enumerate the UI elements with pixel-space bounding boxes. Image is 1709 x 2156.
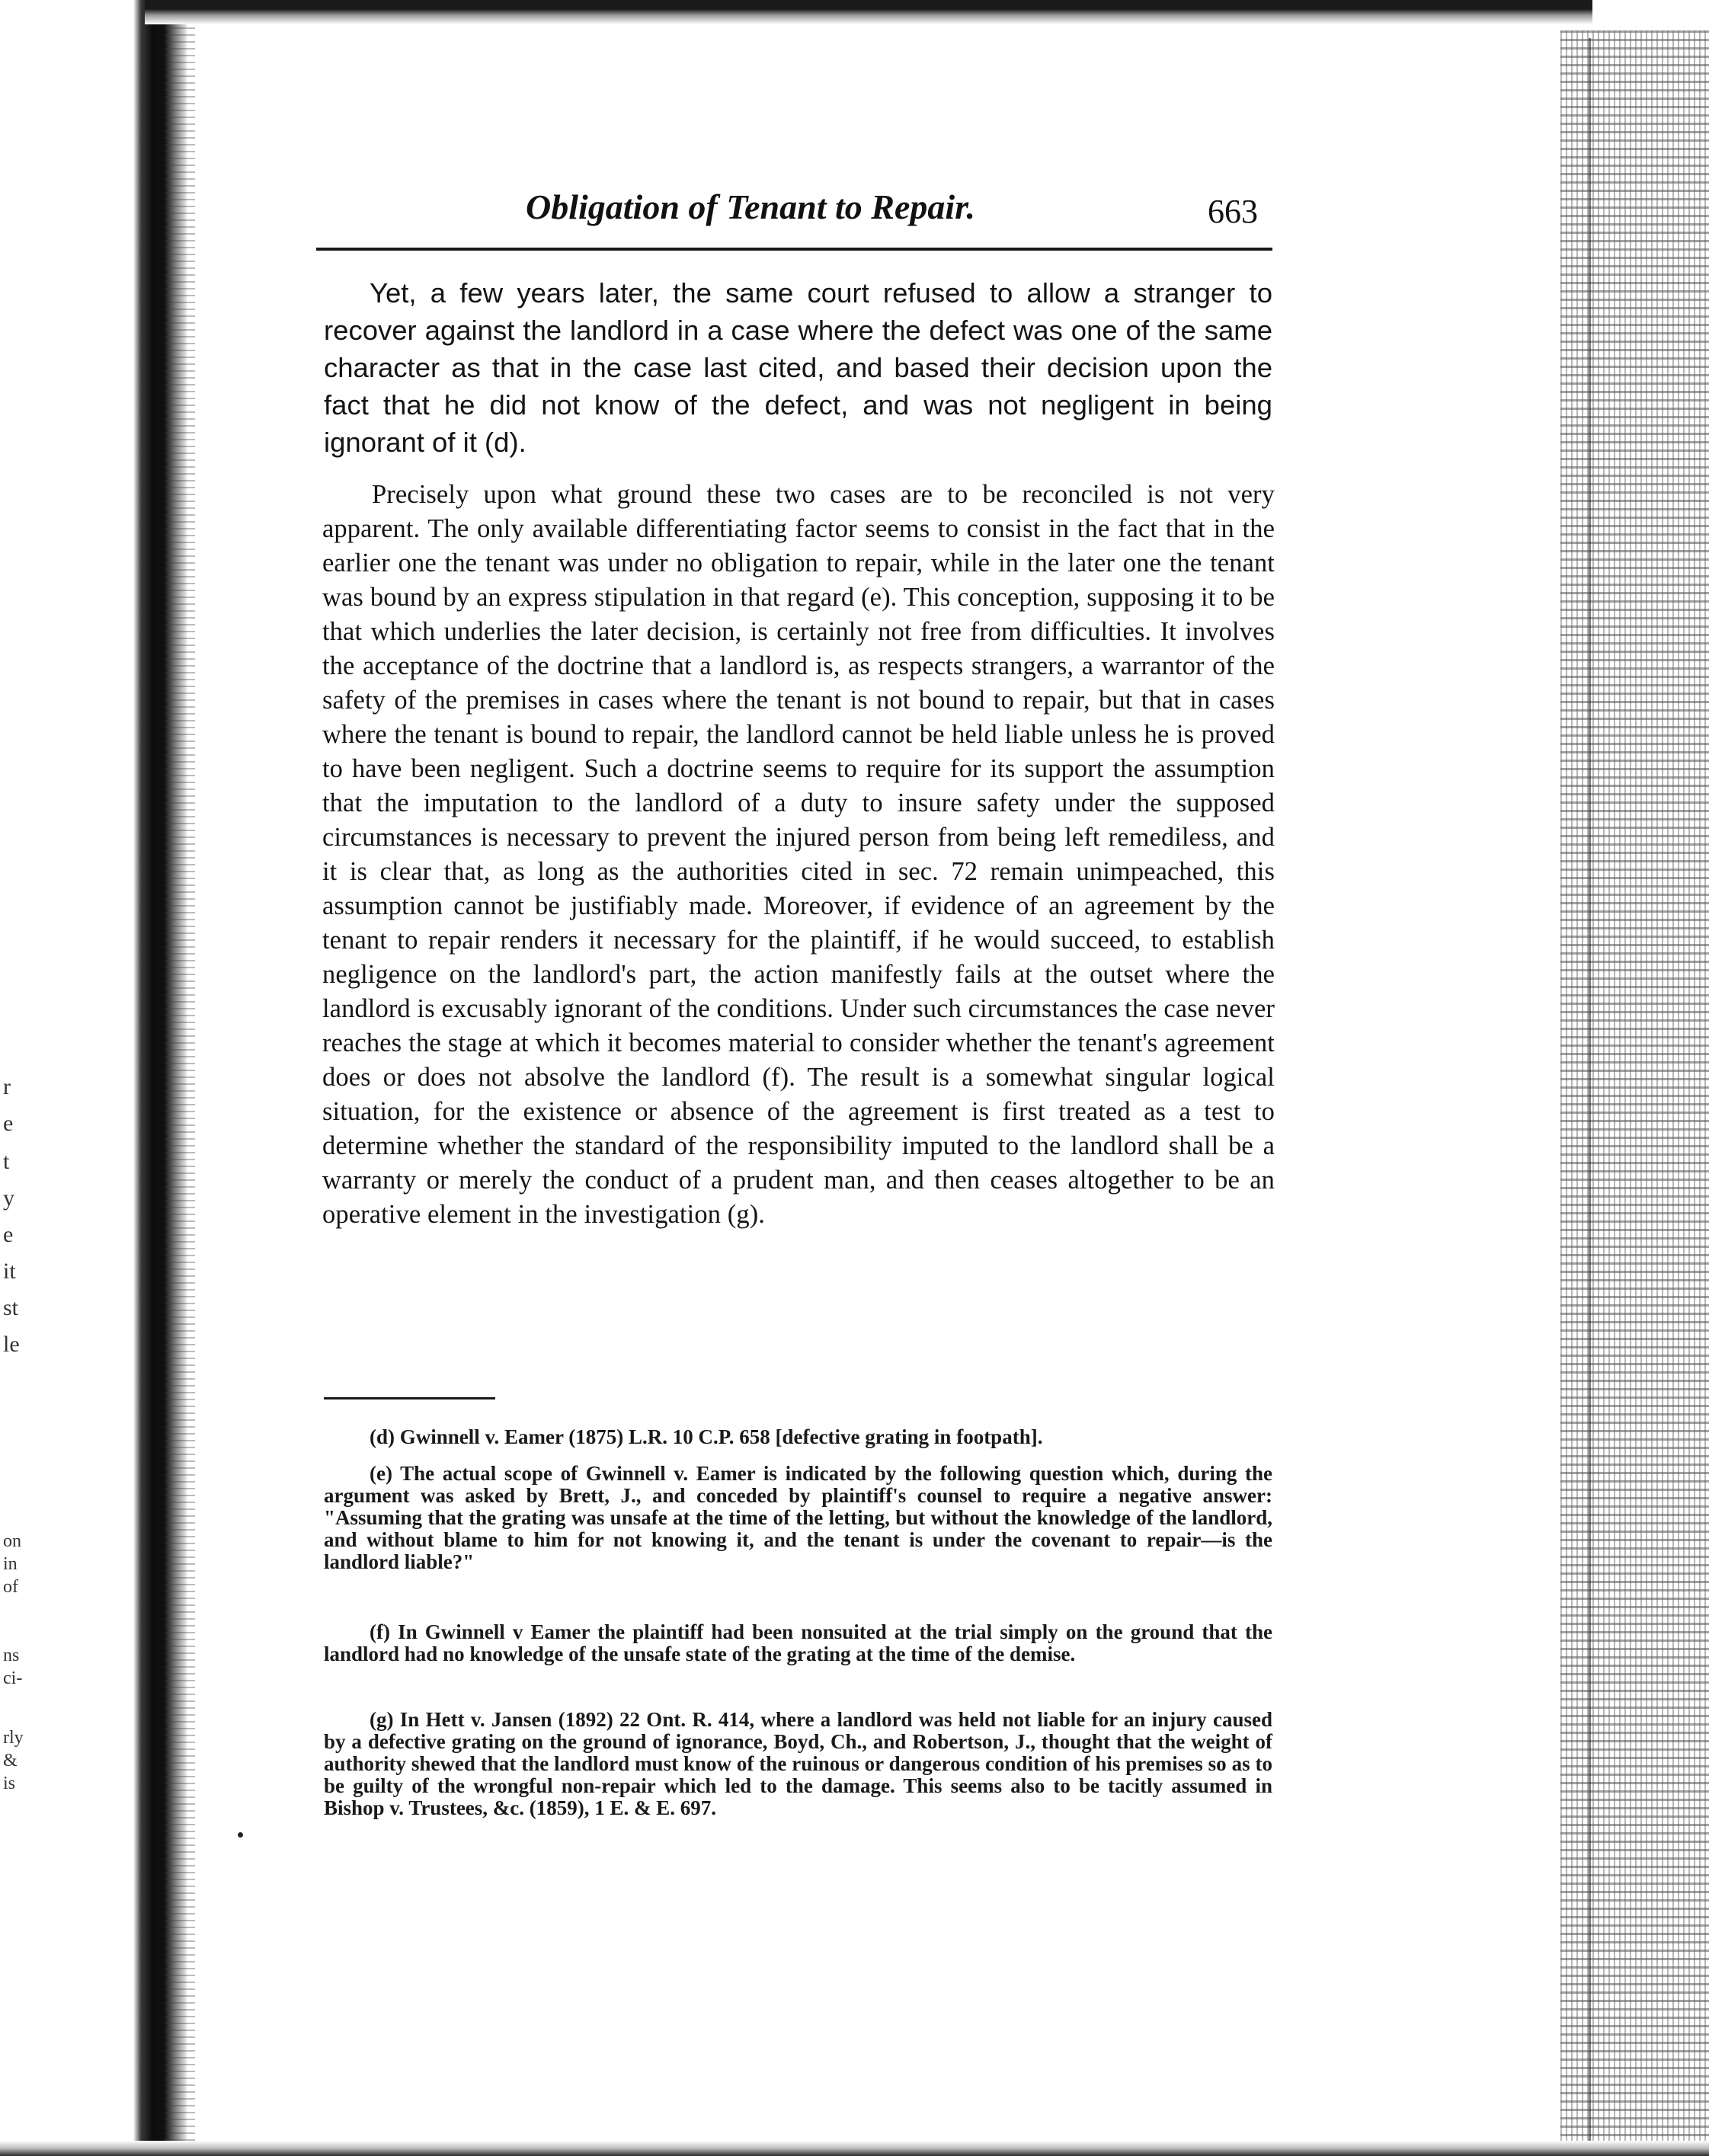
body-paragraph-2: Precisely upon what ground these two cases are to be reconciled is not very apparent. The only available differentiating factor seems to consist in the fact that in the earlier one the tenant was under no obligation to repair, while in the later one the tenant was bound by an express stipulation in that regard (e). This conception, supposing it to be that which underlies the later decision, is certainly not free from difficulties. It involves the acceptance of the doctrine that a landlord is, as respects strangers, a warrantor of the safety of the premises in cases where the tenant is not bound to repair, but that in cases where the tenant is bound to repair, the landlord cannot be held liable unless he is proved to have been negligent. Such a doctrine seems to require for its support the assumption that the imputation to the landlord of a duty to insure safety under the supposed circumstances is necessary to prevent the injured person from being left remediless, and it is clear that, as long as the authorities cited in sec. 72 remain unimpeached, this assumption cannot be justifiably made. Moreover, if evidence of an agreement by the tenant to repair renders it necessary for the plaintiff, if he would succeed, to establish negligence on the landlord's part, the action manifestly fails at the outset where the landlord is excusably ignorant of the conditions. Under such circumstances the case never reaches the stage at which it becomes material to consider whether the tenant's agreement does or does not absolve the landlord (f). The result is a somewhat singular logical situation, for the existence or absence of the agreement is first treated as a test to determine whether the standard of the responsibility imputed to the landlord shall be a warranty or merely the conduct of a prudent man, and then ceases altogether to be an operative element in the investigation (g).	[322, 480, 1275, 1229]
body-paragraph-1: Yet, a few years later, the same court refused to allow a stranger to recover against the landlord in a case where the defect was one of the same character as that in the case last cited, and based their decision upon the fact that he did not know of the defect, and was not negligent in being ignorant of it (d).	[324, 277, 1272, 458]
footnote-d: (d) Gwinnell v. Eamer (1875) L.R. 10 C.P. 658 [defective grating in footpath].	[370, 1425, 1043, 1448]
margin-fragment: le	[3, 1332, 20, 1357]
margin-fragment: e	[3, 1111, 14, 1136]
margin-fragment: r	[3, 1074, 11, 1099]
binding-speckle	[165, 0, 195, 2156]
margin-fragment: &	[3, 1751, 18, 1771]
page-number: 663	[1208, 193, 1258, 230]
margin-fragment: of	[3, 1577, 18, 1597]
binding-shadow	[0, 0, 187, 2156]
page-bottom-edge	[0, 2141, 1709, 2156]
margin-fragment: rly	[3, 1728, 24, 1748]
footnote-g: (g) In Hett v. Jansen (1892) 22 Ont. R. 414, where a landlord was held not liable for an injury caused by a defective grating on the ground of ignorance, Boyd, Ch., and Robertson, J., thought that the weight of authority shewed that the landlord must know of the ruinous or dangerous condition of his premises so as to be guilty of the wrongful non-repair which led to the damage. This seems also to be tacitly assumed in Bishop v. Trustees, &c. (1859), 1 E. & E. 697.	[324, 1708, 1272, 1819]
page-right-edge	[1560, 30, 1709, 2156]
margin-fragment: ci-	[3, 1668, 23, 1688]
page-right-edge-line	[1589, 38, 1591, 2141]
footnote-e: (e) The actual scope of Gwinnell v. Eamer is indicated by the following question which, during the argument was asked by Brett, J., and conceded by plaintiff's counsel to require a negative answer: "Assuming that the grating was unsafe at the time of the letting, but without the knowledge of the landlord, and without blame to him for not knowing it, and the tenant is under the covenant to repair—is the landlord liable?"	[324, 1462, 1272, 1573]
running-title: Obligation of Tenant to Repair.	[526, 187, 976, 226]
scan-speck	[238, 1832, 243, 1838]
margin-fragment: st	[3, 1295, 19, 1320]
margin-fragment: in	[3, 1554, 18, 1574]
margin-fragment: ns	[3, 1646, 20, 1665]
margin-fragment: on	[3, 1531, 21, 1551]
margin-fragment: it	[3, 1259, 16, 1284]
footnote-rule	[324, 1397, 495, 1399]
margin-fragment: t	[3, 1149, 10, 1174]
header-rule	[316, 248, 1272, 251]
margin-fragment: y	[3, 1185, 14, 1211]
footnote-f: (f) In Gwinnell v Eamer the plaintiff had been nonsuited at the trial simply on the ground that the landlord had no knowledge of the unsafe state of the grating at the time of the demise.	[324, 1620, 1272, 1665]
page-top-edge	[145, 0, 1592, 24]
margin-fragment: e	[3, 1222, 14, 1247]
margin-fragment: is	[3, 1774, 16, 1793]
